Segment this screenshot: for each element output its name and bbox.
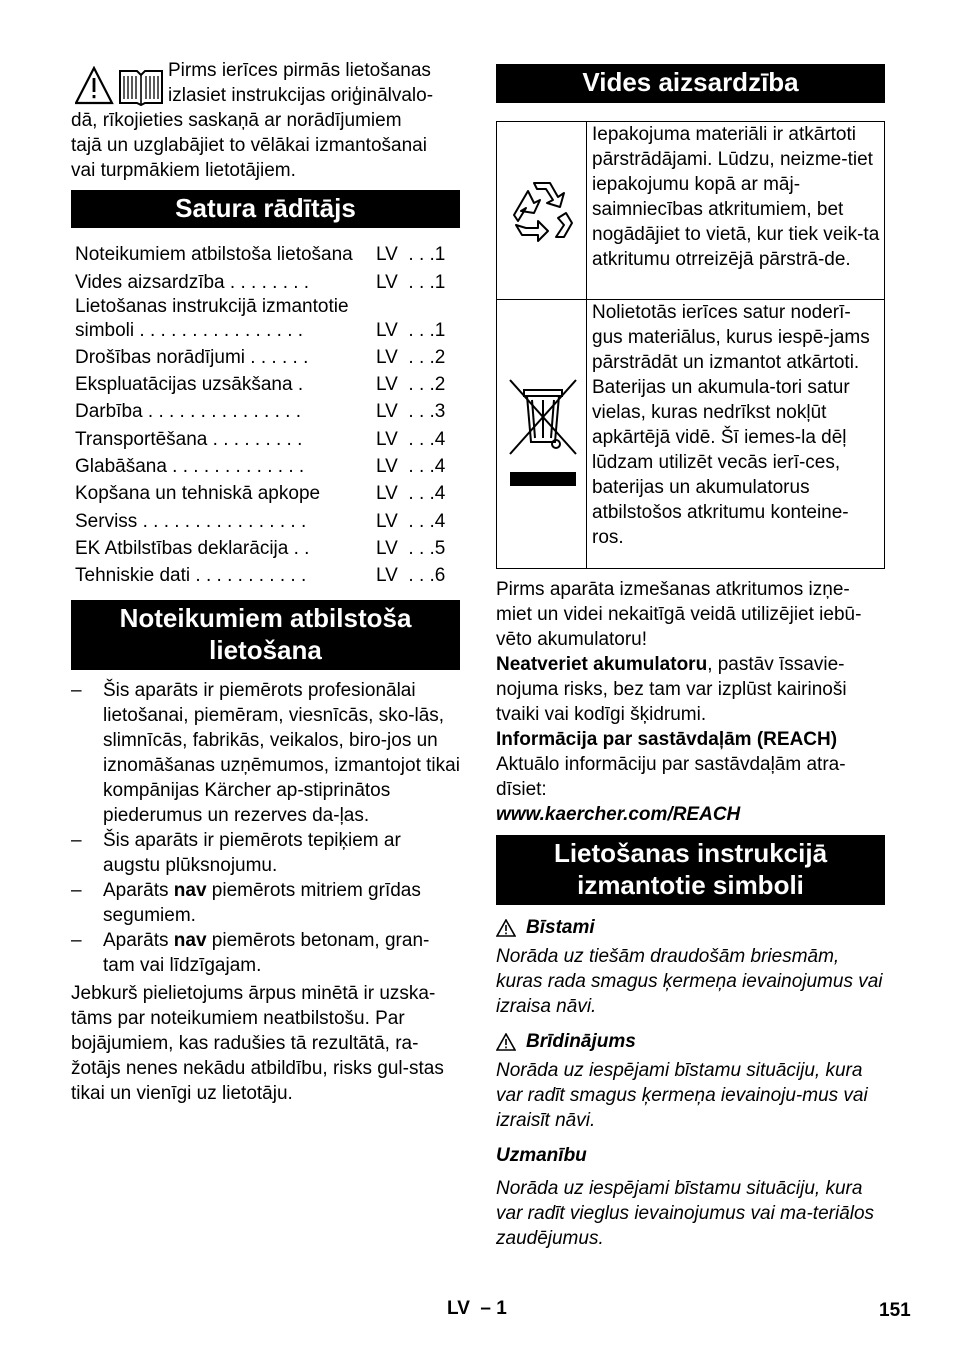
table-row	[497, 299, 884, 568]
toc-item[interactable]: Lietošanas instrukcijā izmantotie simboli . . . . . . . . . . . . . . . . LV . . .1	[75, 295, 446, 341]
crossed-bin-icon	[497, 300, 587, 568]
toc-item[interactable]: Kopšana un tehniskā apkope LV . . .4	[75, 483, 446, 505]
env-table	[496, 121, 885, 569]
warning-and-manual-icon	[75, 66, 163, 106]
toc-item[interactable]: Ekspluatācijas uzsākšana . LV . . .2	[75, 374, 446, 396]
warning-text: Norāda uz iespējami bīstamu situāciju, kura var radīt smagus ķermeņa ievainoju-mus vai izraisīt nāvi.	[496, 1060, 868, 1131]
intro-line: izlasiet instrukcijas oriģinālvalo-	[168, 85, 434, 106]
symbols-heading: Lietošanas instrukcijā izmantotie simboli	[496, 835, 885, 905]
toc-item[interactable]: EK Atbilstības deklarācija . . LV . . .5	[75, 537, 446, 559]
intro-line: tajā un uzglabājiet to vēlākai izmantošanai	[71, 135, 427, 156]
danger-heading: Bīstami	[496, 915, 885, 940]
caution-heading: Uzmanību	[496, 1145, 587, 1166]
list-item: – Aparāts nav piemērots betonam, gran-tam vai līdzīgajam.	[71, 930, 430, 977]
left-column	[71, 58, 460, 1106]
reach-text: Aktuālo informāciju par sastāvdaļām atra-dīsiet:	[496, 754, 846, 800]
toc-item[interactable]: Vides aizsardzība . . . . . . . . LV . . .1	[75, 271, 446, 293]
list-item: – Aparāts nav piemērots mitriem grīdas segumiem.	[71, 880, 421, 927]
warning-triangle-icon	[496, 1033, 516, 1051]
right-column	[496, 64, 885, 1251]
toc-heading: Satura rādītājs	[71, 190, 460, 228]
toc-item[interactable]: Serviss . . . . . . . . . . . . . . . . LV . . .4	[75, 510, 446, 532]
usage-list	[71, 678, 460, 978]
no-open-text: Neatveriet akumulatoru, pastāv īssavie-nojuma risks, bez tam var izplūst kairinoši tvaiki vai kodīgi šķidrumi.	[496, 654, 847, 725]
table-of-contents	[71, 240, 460, 588]
env-text-devices: Nolietotās ierīces satur noderī-gus materiālus, kurus iespē-jams pārstrādāt un izmantot atkārtoti. Baterijas un akumula-tori satur vielas, kuras nedrīkst nokļūt apkārtējā vidē. Šī iemes-la dēļ lūdzam utilizēt vecās ierī-ces, baterijas un akumulatorus atbilstošos atkritumu konteine-ros.	[592, 302, 870, 548]
usage-heading: Noteikumiem atbilstoša lietošana	[71, 600, 460, 670]
warning-triangle-icon	[496, 919, 516, 937]
intro-line: dā, rīkojieties saskaņā ar norādījumiem	[71, 110, 402, 131]
table-row	[497, 122, 884, 299]
reach-link[interactable]: www.kaercher.com/REACH	[496, 804, 741, 825]
page-number: 151	[879, 1300, 911, 1321]
toc-item[interactable]: Darbība . . . . . . . . . . . . . . . LV . . .3	[75, 401, 446, 423]
toc-item[interactable]: Glabāšana . . . . . . . . . . . . . LV . . .4	[75, 456, 446, 478]
battery-text: Pirms aparāta izmešanas atkritumos izņe-miet un videi nekaitīgā veidā utilizējiet iebū-vēto akumulatoru!	[496, 579, 862, 650]
caution-text: Norāda uz iespējami bīstamu situāciju, kura var radīt vieglus ievainojumus vai ma-teriālos zaudējumus.	[496, 1178, 875, 1249]
intro-block	[71, 58, 460, 188]
toc-item[interactable]: Tehniskie dati . . . . . . . . . . . LV . . .6	[75, 565, 446, 587]
recycle-icon	[497, 122, 587, 299]
usage-closing: Jebkurš pielietojums ārpus minētā ir uzska-tāms par noteikumiem neatbilstošu. Par bojājumiem, kas radušies tā rezultātā, ra-žotājs nenes nekādu atbildību, risks gul-stas tikai un vienīgi uz lietotāju.	[71, 983, 444, 1105]
list-item: – Šis aparāts ir piemērots profesionālai lietošanai, piemēram, viesnīcās, sko-lās, slimnīcās, fabrikās, veikalos, biro-jos un iznomāšanas uzņēmumos, izmantojot tikai kompānijas Kärcher ap-stiprinātos piederumus un rezerves da-ļas.	[71, 680, 460, 827]
danger-text: Norāda uz tiešām draudošām briesmām, kuras rada smagus ķermeņa ievainojumus vai izraisa nāvi.	[496, 946, 883, 1017]
intro-line: Pirms ierīces pirmās lietošanas	[168, 60, 431, 81]
reach-heading: Informācija par sastāvdaļām (REACH)	[496, 729, 838, 750]
warning-heading: Brīdinājums	[496, 1029, 885, 1054]
toc-item[interactable]: Noteikumiem atbilstoša lietošana LV . . .1	[75, 244, 446, 266]
env-text-packaging: Iepakojuma materiāli ir atkārtoti pārstrādājami. Lūdzu, neizme-tiet iepakojumu kopā ar māj-saimniecības atkritumiem, bet nogādājiet to vietā, kur tiek veik-ta atkritumu otrreizējā pārstrā-de.	[592, 124, 880, 270]
env-heading: Vides aizsardzība	[496, 64, 885, 103]
toc-item[interactable]: Transportēšana . . . . . . . . . LV . . .4	[75, 428, 446, 450]
toc-item[interactable]: Drošības norādījumi . . . . . . LV . . .2	[75, 346, 446, 368]
list-item: – Šis aparāts ir piemērots tepiķiem ar augstu plūksnojumu.	[71, 830, 401, 877]
footer-lang-page: LV – 1	[447, 1298, 507, 1319]
intro-line: vai turpmākiem lietotājiem.	[71, 160, 296, 181]
